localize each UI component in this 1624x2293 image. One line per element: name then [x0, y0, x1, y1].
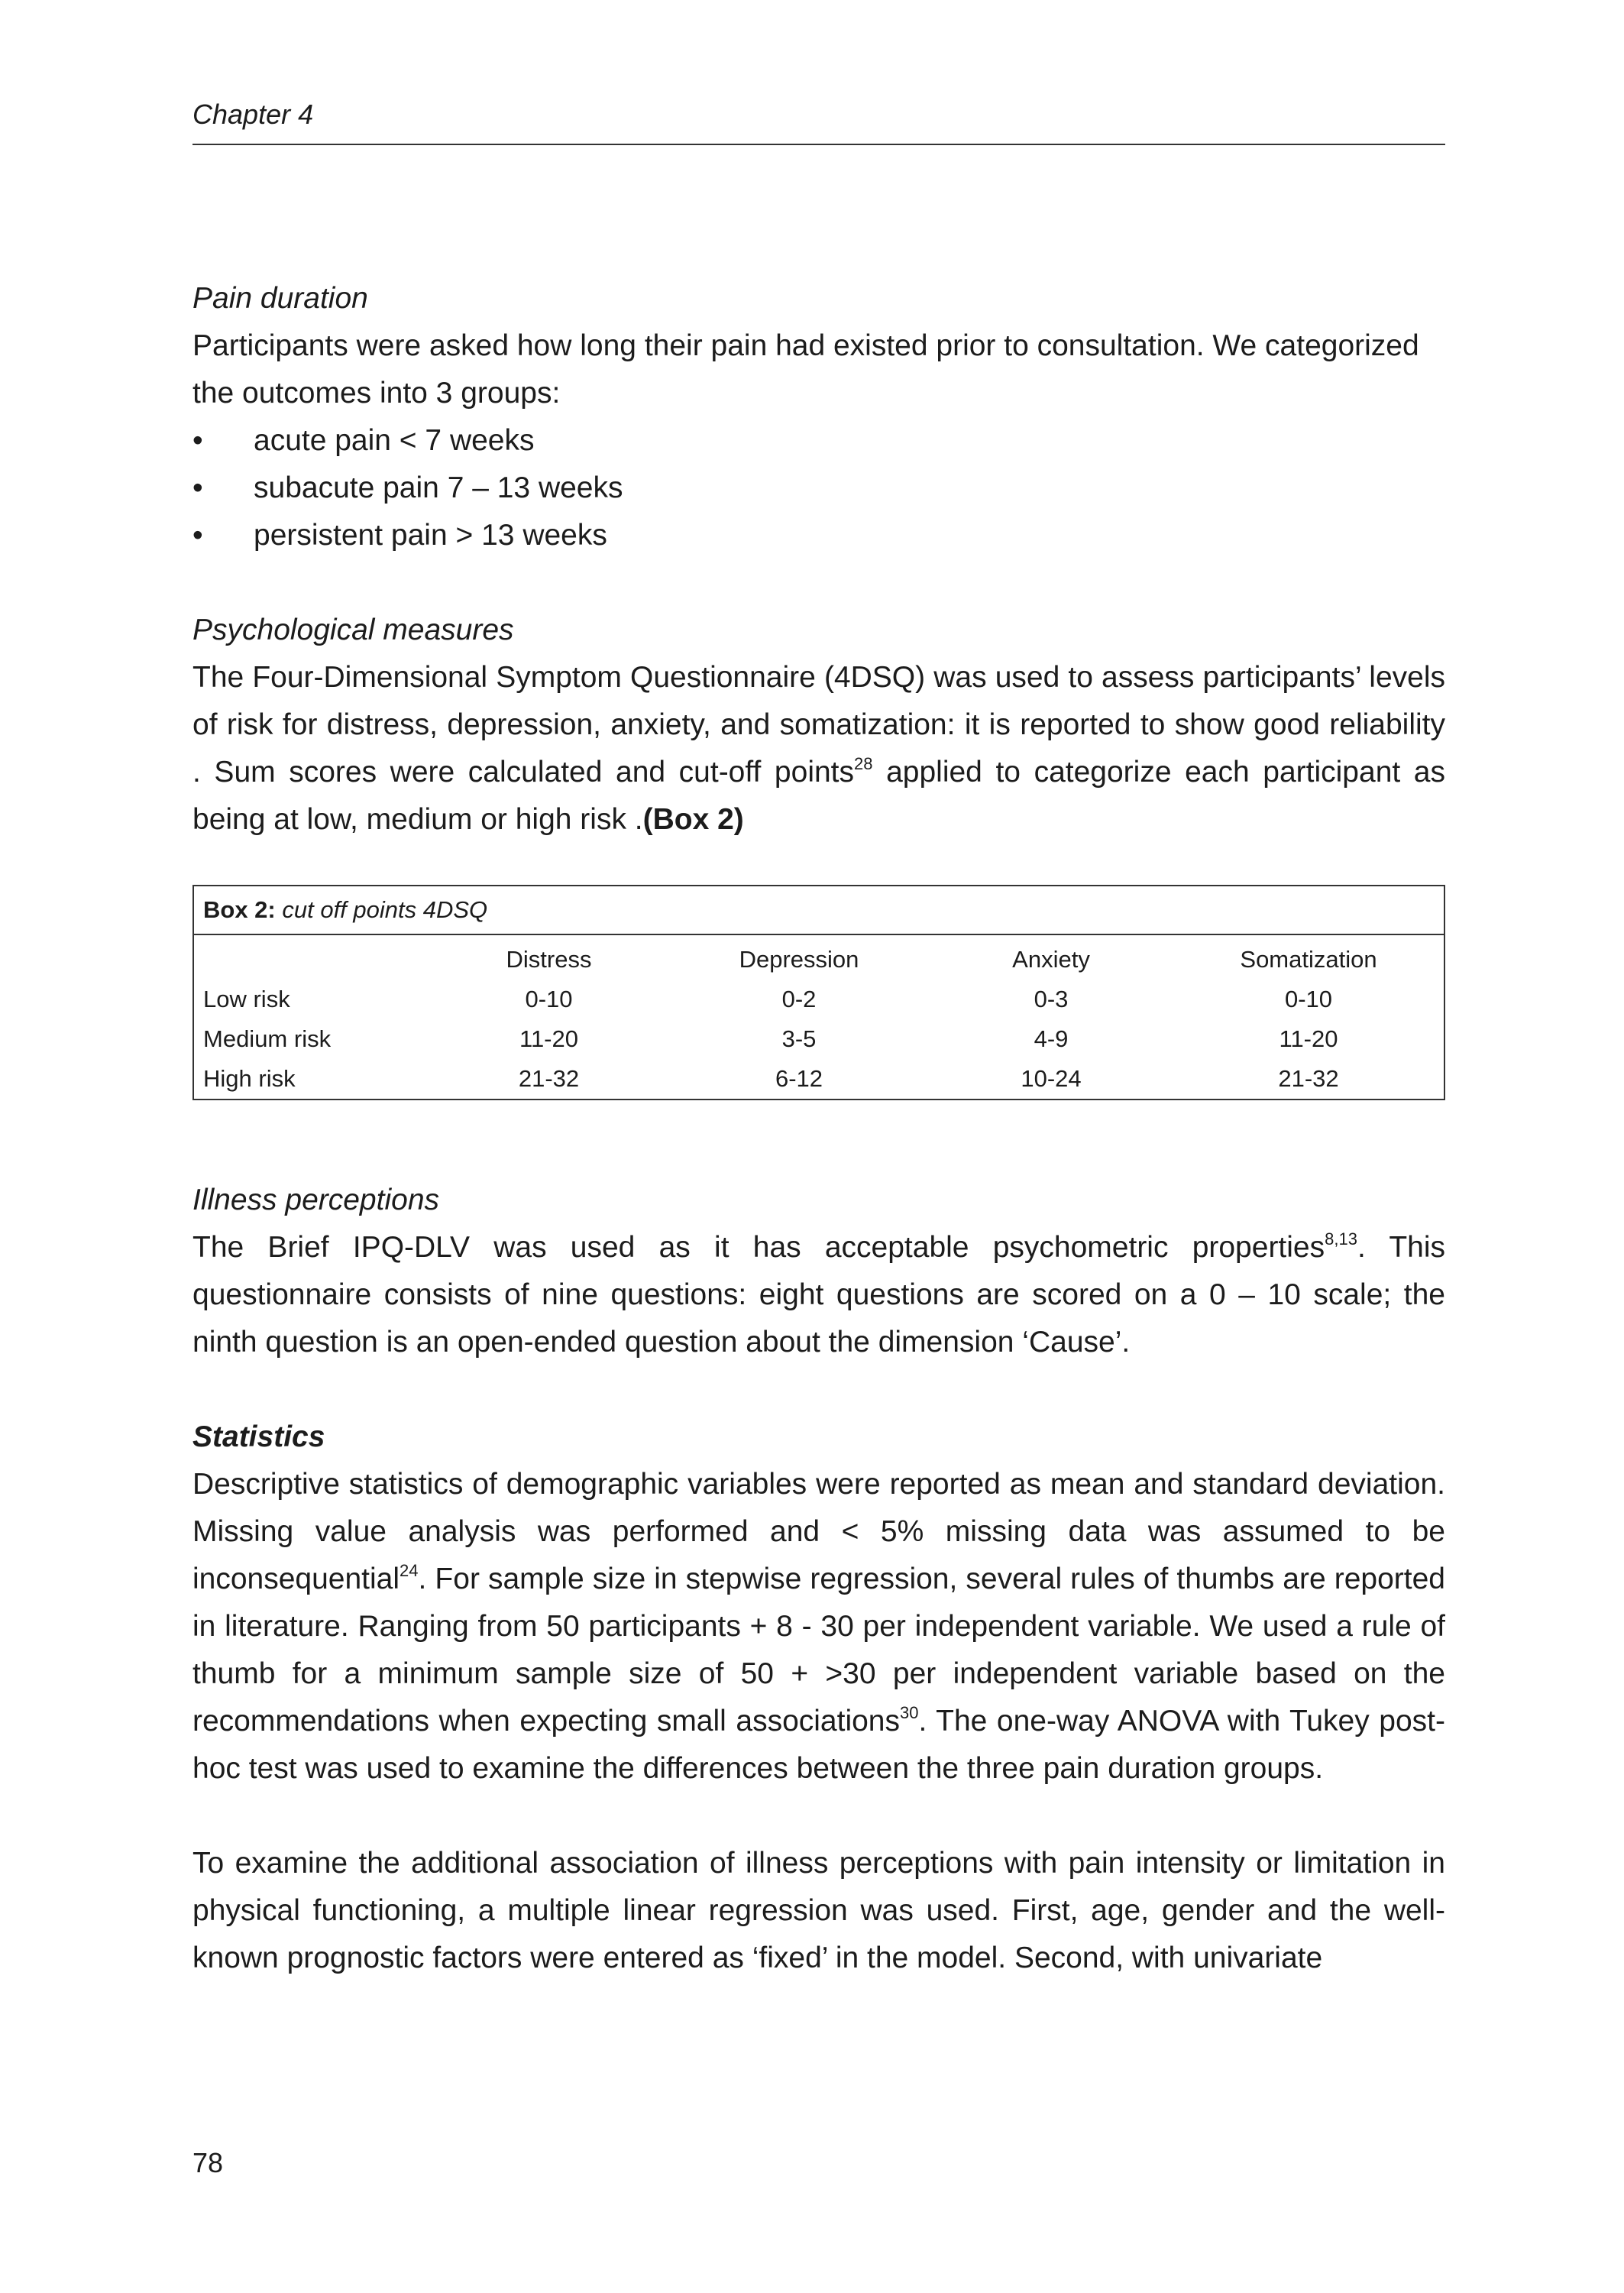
box-reference: (Box 2): [642, 803, 744, 836]
psychological-text: [192, 654, 1445, 844]
table-cell: 10-24: [1021, 1065, 1082, 1092]
statistics-text-c: . The one-way ANOVA with Tukey post-hoc test was used to examine the differences between the three pain duration groups.: [192, 1705, 1445, 1785]
table-cell: 11-20: [519, 1025, 578, 1052]
citation-ref: 8,13: [1325, 1229, 1357, 1249]
illness-text-a: The Brief IPQ-DLV was used as it has acceptable psychometric properties: [192, 1231, 1325, 1264]
table-row: [194, 980, 1444, 1019]
page-number: 78: [192, 2147, 224, 2178]
page-content: [192, 275, 1445, 1982]
box-2: [192, 885, 1445, 1100]
citation-ref: 24: [400, 1561, 419, 1580]
box-2-title: [194, 886, 1444, 935]
table-cell: 3-5: [781, 1025, 817, 1052]
table-cell: 0-2: [781, 986, 817, 1012]
box-2-caption: cut off points 4DSQ: [275, 896, 488, 923]
list-item: • acute pain < 7 weeks: [192, 417, 1445, 465]
list-item: • persistent pain > 13 weeks: [192, 512, 1445, 559]
illness-text: [192, 1224, 1445, 1366]
row-label: Medium risk: [203, 1025, 332, 1052]
statistics-paragraph-1: [192, 1461, 1445, 1793]
box-2-label: Box 2:: [203, 896, 276, 923]
table-cell: 0-10: [1284, 986, 1333, 1012]
table-cell: 6-12: [775, 1065, 823, 1092]
statistics-paragraph-2: To examine the additional association of illness perceptions with pain intensity or limitation in physical functioning, a multiple linear regression was used. First, age, gender and the well-known prognostic factors were entered as ‘fixed’ in the model. Second, with univariate: [192, 1847, 1445, 1974]
column-header: Distress: [506, 946, 592, 973]
citation-ref: 28: [854, 754, 873, 773]
psychological-text-b: applied to categorize each participant as being at low, medium or high risk .: [192, 756, 1446, 836]
running-header: Chapter 4: [192, 99, 314, 130]
table-cell: 0-10: [525, 986, 573, 1012]
table-cell: 11-20: [1279, 1025, 1338, 1052]
pain-duration-heading: Pain duration: [192, 282, 368, 315]
table-cell: 4-9: [1034, 1025, 1069, 1052]
table-cell: 21-32: [518, 1065, 580, 1092]
table-cell: 21-32: [1278, 1065, 1339, 1092]
psychological-heading: Psychological measures: [192, 614, 514, 646]
pain-duration-list: [192, 417, 1445, 559]
row-label: High risk: [203, 1065, 296, 1092]
cutoff-table: [194, 935, 1444, 1099]
column-header: Anxiety: [1012, 946, 1090, 973]
column-header: Somatization: [1240, 946, 1377, 973]
row-label: Low risk: [203, 986, 290, 1012]
statistics-heading: Statistics: [192, 1420, 325, 1453]
pain-duration-text: Participants were asked how long their pain had existed prior to consultation. We categorized the outcomes into 3 groups:: [192, 329, 1419, 410]
table-header-row: [194, 935, 1444, 980]
table-row: [194, 1019, 1444, 1059]
illness-text-b: . This questionnaire consists of nine questions: eight questions are scored on a 0 – 10 scale; the ninth question is an open-ended question about the dimension ‘Cause’.: [192, 1231, 1445, 1359]
header-rule: [192, 144, 1445, 145]
list-item: • subacute pain 7 – 13 weeks: [192, 465, 1445, 512]
table-row: [194, 1059, 1444, 1099]
statistics-text-a: Descriptive statistics of demographic variables were reported as mean and standard deviation. Missing value analysis was performed and < 5% missing data was assumed to be inconsequential: [192, 1468, 1445, 1595]
illness-heading: Illness perceptions: [192, 1184, 440, 1216]
psychological-text-a: The Four-Dimensional Symptom Questionnaire (4DSQ) was used to assess participants’ levels of risk for distress, depression, anxiety, and somatization: it is reported to show good reliability . Sum scores were calculated and cut-off points: [192, 661, 1445, 789]
citation-ref: 30: [900, 1703, 919, 1722]
table-cell: 0-3: [1034, 986, 1069, 1012]
column-header: Depression: [739, 946, 859, 973]
statistics-text-b: . For sample size in stepwise regression, several rules of thumbs are reported in literature. Ranging from 50 participants + 8 - 30 per independent variable. We used a rule of thumb for a minimum sample size of 50 + >30 per independent variable based on the recommendations when expecting small associations: [192, 1563, 1445, 1738]
